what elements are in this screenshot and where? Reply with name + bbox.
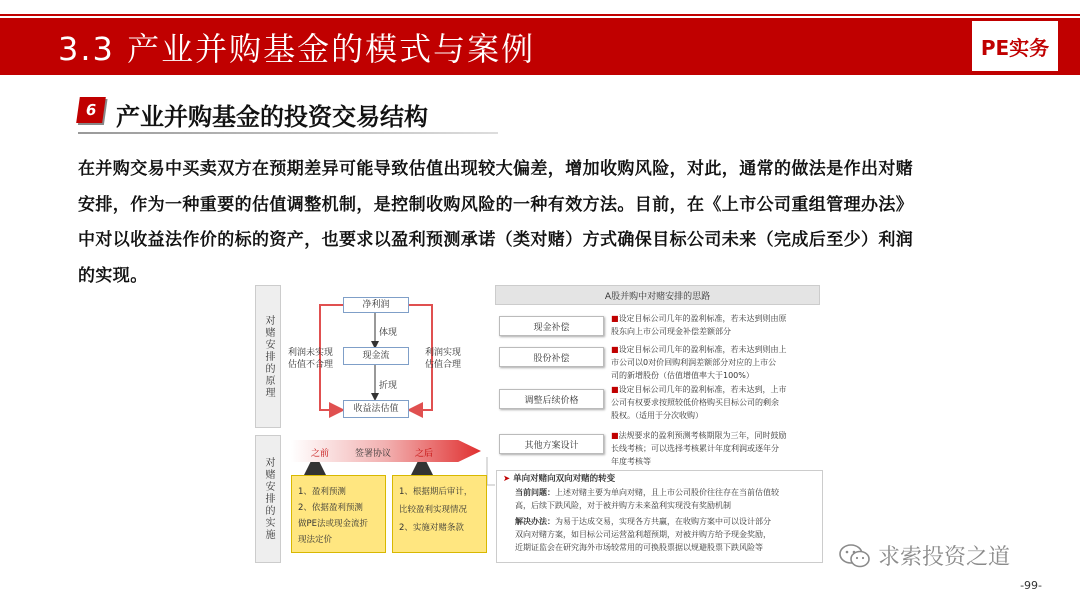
right-panel-title: A股并购中对赌安排的思路 (495, 285, 820, 305)
row-label-cash: 现金补偿 (499, 316, 604, 336)
page-number: -99- (1020, 579, 1042, 592)
shift-problem: 当前问题：上述对赌主要为单向对赌，且上市公司股价往往存在当前估值较 高，后续下跌风险，对于被并购方未来盈利实现没有奖励机制 (515, 488, 779, 510)
side-label-implementation: 对赌安排的实施 (255, 435, 281, 563)
paragraph-line: 在并购交易中买卖双方在预期差异可能导致估值出现较大偏差，增加收购风险，对此，通常的做法是作出对赌 (78, 159, 914, 179)
watermark-text: 求索投资之道 (878, 545, 1011, 570)
timeline-signing: 签署协议 (355, 449, 392, 459)
row-label-price: 调整后续价格 (499, 389, 604, 409)
cash-flow-box: 现金流 (343, 347, 409, 365)
after-box: 1、根据期后审计， 比较盈利实现情况 2、实施对赌条款 (392, 475, 487, 553)
page-title: 3.3 产业并购基金的模式与案例 (58, 30, 536, 68)
paragraph-line: 中对以收益法作价的标的资产，也要求以盈利预测承诺（类对赌）方式确保目标公司未来（完成后至少）利润 (78, 230, 914, 250)
bet-shift-panel (496, 470, 823, 563)
wechat-icon (838, 543, 872, 569)
net-profit-box: 净利润 (343, 297, 409, 313)
row-desc-share: ■设定目标公司几年的盈利标准，若未达到则由上 市公司以0对价回购利润差额部分对应的上市公 司的新增股份（估值增值率大于100%） (611, 345, 787, 380)
shift-title: ➤ 单向对赌向双向对赌的转变 (503, 474, 616, 484)
before-box: 1、盈利预测 2、依据盈利预测 做PE法或现金流折 现法定价 (291, 475, 386, 553)
paragraph-line: 安排，作为一种重要的估值调整机制，是控制收购风险的一种有效方法。目前，在《上市公司重组管理办法》 (78, 194, 914, 215)
left-note: 利润未实现 估值不合理 (288, 348, 334, 370)
row-desc-price: ■设定目标公司几年的盈利标准，若未达到，上市 公司有权要求按照较低价格购买目标公司的剩余 股权。（适用于分次收购） (611, 385, 787, 420)
paragraph-line: 的实现。 (78, 265, 148, 286)
discount-label: 折现 (379, 381, 398, 391)
valuation-box: 收益法估值 (343, 400, 409, 418)
side-label-principle: 对赌安排的原理 (255, 285, 281, 428)
body-paragraph (78, 152, 1058, 294)
section-heading: 产业并购基金的投资交易结构 (116, 102, 428, 131)
section-underline (78, 132, 498, 134)
right-note: 利润实现 估值合理 (425, 348, 462, 370)
timeline-after: 之后 (415, 449, 434, 459)
betting-diagram (255, 285, 830, 563)
title-bar (0, 18, 1080, 75)
brand-logo: PE实务 (972, 21, 1058, 71)
reflect-label: 体现 (379, 328, 398, 338)
row-label-other: 其他方案设计 (499, 434, 604, 454)
shift-solution: 解决办法：为易于达成交易，实现各方共赢，在收购方案中可以设计部分 双向对赌方案，如目标公司运营盈利超预期，对被并购方给予现金奖励， 近期证监会在研究海外市场较常用的可换股票据以规避股票下跌风险等 (515, 517, 771, 552)
row-desc-cash: ■设定目标公司几年的盈利标准，若未达到则由原 股东向上市公司现金补偿差额部分 (611, 314, 787, 336)
timeline-before: 之前 (311, 449, 330, 459)
section-header (78, 94, 428, 134)
watermark (838, 540, 1010, 571)
row-label-share: 股份补偿 (499, 347, 604, 367)
section-number-badge: 6 (76, 97, 106, 123)
top-rule (0, 14, 1080, 16)
row-desc-other: ■法规要求的盈利预测考核期限为三年，同时鼓励 长线考核；可以选择考核累计年度利润或逐年分 年度考核等 (611, 431, 787, 466)
